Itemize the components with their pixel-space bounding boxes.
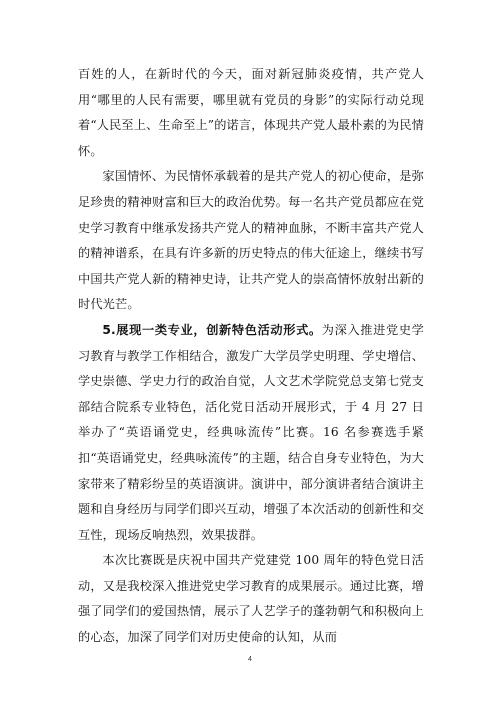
- paragraph-3: [78, 318, 424, 548]
- paragraph-2: 家国情怀、为民情怀承载着的是共产党人的初心使命，是弥足珍贵的精神财富和巨大的政治优势。每一名共产党员都应在党史学习教育中继承发扬共产党人的精神血脉，不断丰富共产党人的精神谱系，在具有许多新的历史特点的伟大征途上，继续书写中国共产党人新的精神史诗，让共产党人的崇高情怀放射出新的时代光芒。: [78, 169, 424, 312]
- paragraph-3-body: 为深入推进党史学习教育与教学工作相结合，激发广大学员学史明理、学史增信、学史崇德、学史力行的政治自觉，人文艺术学院党总支第七党支部结合院系专业特色，活化党日活动开展形式，于 4 月 27 日举办了“英语诵党史，经典咏流传”比赛。16 名参赛选手紧扣“英语诵党史，经典咏流传”的主题，结合自身专业特色，为大家带来了精彩纷呈的英语演讲。演讲中，部分演讲者结合演讲主题和自身经历与同学们即兴互动，增强了本次活动的创新性和交互性，现场反响热烈，效果拔群。: [78, 322, 425, 542]
- paragraph-4: 本次比赛既是庆祝中国共产党建党 100 周年的特色党日活动，又是我校深入推进党史学习教育的成果展示。通过比赛，增强了同学们的爱国热情，展示了人艺学子的蓬勃朝气和积极向上的心态，加深了同学们对历史使命的认知，从而: [78, 553, 424, 645]
- section-heading: 5.展现一类专业，创新特色活动形式。: [102, 322, 322, 337]
- document-body: [78, 62, 424, 651]
- page-number: 4: [248, 656, 252, 663]
- paragraph-1: 百姓的人，在新时代的今天，面对新冠肺炎疫情，共产党人用“哪里的人民有需要，哪里就有党员的身影”的实际行动兑现着“人民至上、生命至上”的诺言，体现共产党人最朴素的为民情怀。: [78, 67, 424, 158]
